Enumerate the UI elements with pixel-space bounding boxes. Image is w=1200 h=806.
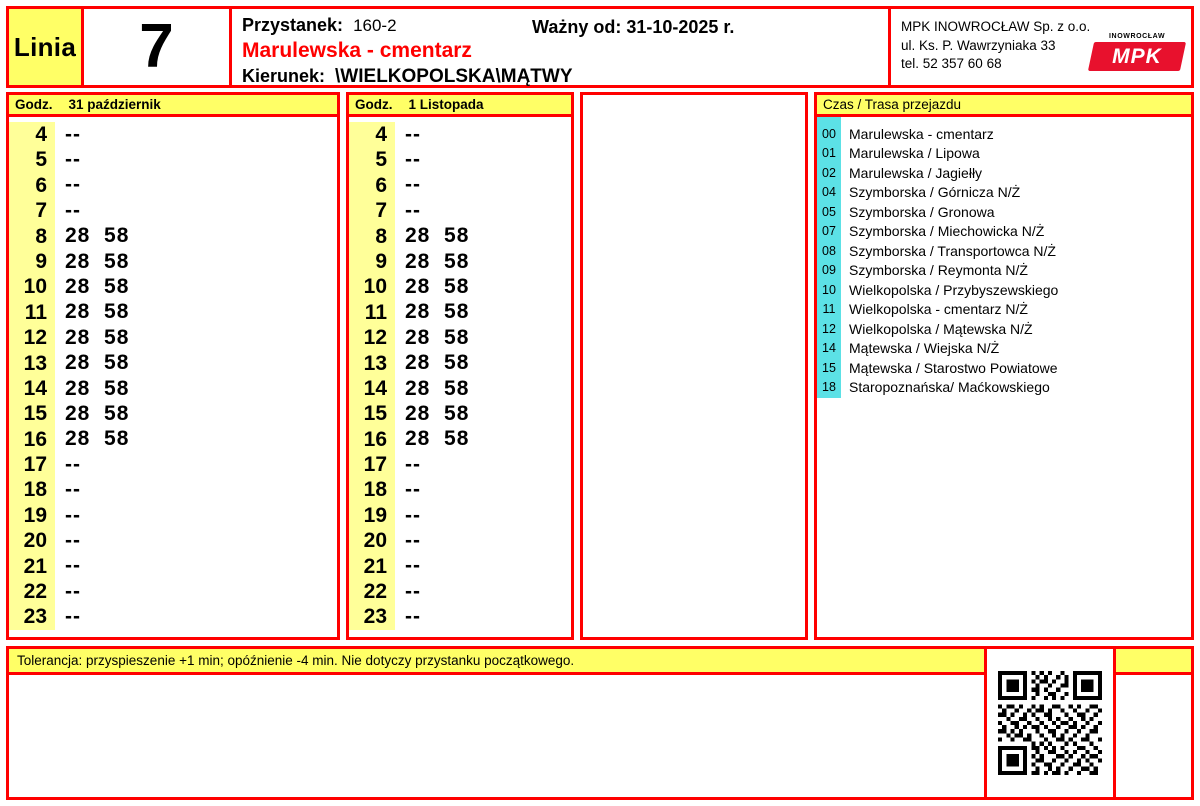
list-item	[817, 183, 1191, 203]
line-label: Linia	[13, 31, 77, 62]
hour-cell: 21	[9, 554, 55, 579]
table-row	[9, 579, 337, 604]
list-item	[817, 300, 1191, 320]
column-1-hour-label: Godz.	[15, 97, 53, 112]
stop-time: 04	[822, 185, 836, 200]
operator-cell	[891, 9, 1191, 85]
minutes-cell: 28 58	[405, 325, 470, 349]
minutes-cell: 28 58	[65, 427, 130, 451]
stop-time: 05	[822, 204, 836, 219]
minutes-cell: --	[405, 452, 421, 476]
hour-cell: 15	[9, 401, 55, 426]
minutes-cell: --	[65, 173, 81, 197]
hour-cell: 7	[349, 198, 395, 223]
logo-top-text: INOWROCŁAW	[1109, 33, 1166, 40]
hour-cell: 13	[9, 351, 55, 376]
table-row	[349, 376, 571, 401]
route-name: Marulewska - cmentarz	[242, 39, 472, 62]
stop-name: Szymborska / Gronowa	[849, 203, 995, 220]
table-row	[9, 351, 337, 376]
stop-time: 10	[822, 282, 836, 297]
stop-name: Szymborska / Reymonta N/Ż	[849, 262, 1028, 279]
table-row	[349, 554, 571, 579]
stop-name: Wielkopolska - cmentarz N/Ż	[849, 301, 1028, 318]
stop-time: 15	[822, 360, 836, 375]
table-row	[349, 579, 571, 604]
table-row	[349, 427, 571, 452]
logo-text: MPK	[1112, 44, 1162, 68]
minutes-cell: --	[405, 503, 421, 527]
stop-name: Mątewska / Starostwo Powiatowe	[849, 359, 1058, 376]
minutes-cell: --	[65, 122, 81, 146]
hour-cell: 5	[9, 147, 55, 172]
stop-name: Wielkopolska / Mątewska N/Ż	[849, 320, 1033, 337]
table-row	[9, 427, 337, 452]
route-stop-list	[817, 117, 1191, 397]
hour-cell: 14	[9, 376, 55, 401]
valid-from: Ważny od: 31-10-2025 r.	[532, 17, 735, 37]
stop-name: Wielkopolska / Przybyszewskiego	[849, 281, 1059, 298]
stop-time: 01	[822, 146, 836, 161]
stop-name: Marulewska - cmentarz	[849, 125, 994, 142]
list-item	[817, 280, 1191, 300]
hour-cell: 19	[9, 503, 55, 528]
list-item	[817, 319, 1191, 339]
table-row	[9, 224, 337, 249]
table-row	[349, 224, 571, 249]
list-item	[817, 261, 1191, 281]
table-row	[9, 452, 337, 477]
stop-value: 160-2	[353, 16, 397, 35]
line-number: 7	[139, 12, 174, 81]
hour-cell: 16	[9, 427, 55, 452]
hour-cell: 17	[349, 452, 395, 477]
minutes-cell: 28 58	[405, 351, 470, 375]
direction-value: \WIELKOPOLSKA\MĄTWY	[335, 66, 573, 87]
timetable-column-1	[6, 92, 340, 640]
tolerance-note: Tolerancja: przyspieszenie +1 min; opóźnienie -4 min. Nie dotyczy przystanku początkowego.	[9, 649, 1191, 675]
minutes-cell: 28 58	[405, 427, 470, 451]
minutes-cell: --	[65, 148, 81, 172]
hour-cell: 11	[349, 300, 395, 325]
minutes-cell: 28 58	[65, 224, 130, 248]
table-row	[349, 401, 571, 426]
hour-cell: 15	[349, 401, 395, 426]
table-row	[9, 147, 337, 172]
line-label-cell	[9, 9, 84, 85]
route-column	[814, 92, 1194, 640]
list-item	[817, 378, 1191, 398]
minutes-cell: 28 58	[65, 300, 130, 324]
list-item	[817, 163, 1191, 183]
stop-time: 18	[822, 380, 836, 395]
minutes-cell: --	[65, 452, 81, 476]
stop-name: Marulewska / Lipowa	[849, 145, 980, 162]
list-item	[817, 124, 1191, 144]
table-row	[9, 173, 337, 198]
stop-info-cell	[232, 9, 891, 85]
hour-cell: 20	[349, 528, 395, 553]
column-1-header	[9, 95, 337, 117]
hour-cell: 7	[9, 198, 55, 223]
table-row	[349, 325, 571, 350]
timetable-column-2	[346, 92, 574, 640]
table-row	[349, 452, 571, 477]
hour-cell: 4	[9, 122, 55, 147]
stop-label: Przystanek:	[242, 15, 344, 35]
stop-time: 14	[822, 341, 836, 356]
minutes-cell: --	[65, 503, 81, 527]
table-row	[349, 528, 571, 553]
hour-cell: 23	[9, 604, 55, 629]
minutes-cell: 28 58	[65, 351, 130, 375]
stop-name: Staropoznańska/ Maćkowskiego	[849, 379, 1050, 396]
column-1-rows	[9, 117, 337, 630]
hour-cell: 20	[9, 528, 55, 553]
minutes-cell: 28 58	[405, 224, 470, 248]
timetable-column-3-empty	[580, 92, 808, 640]
hour-cell: 6	[9, 173, 55, 198]
table-row	[9, 122, 337, 147]
stop-time: 07	[822, 224, 836, 239]
column-2-hour-label: Godz.	[355, 97, 393, 112]
stop-name: Mątewska / Wiejska N/Ż	[849, 340, 1000, 357]
table-row	[349, 173, 571, 198]
column-2-day-label: 1 Listopada	[408, 97, 484, 112]
minutes-cell: 28 58	[405, 401, 470, 425]
minutes-cell: --	[65, 528, 81, 552]
hour-cell: 22	[349, 579, 395, 604]
table-row	[9, 249, 337, 274]
list-item	[817, 222, 1191, 242]
stop-time: 08	[822, 243, 836, 258]
minutes-cell: --	[65, 478, 81, 502]
table-row	[9, 376, 337, 401]
minutes-cell: --	[405, 478, 421, 502]
minutes-cell: 28 58	[65, 275, 130, 299]
hour-cell: 17	[9, 452, 55, 477]
stop-name: Szymborska / Górnicza N/Ż	[849, 184, 1021, 201]
route-column-title: Czas / Trasa przejazdu	[823, 97, 962, 112]
minutes-cell: 28 58	[65, 376, 130, 400]
table-row	[9, 274, 337, 299]
minutes-cell: --	[405, 605, 421, 629]
stop-name: Marulewska / Jagiełły	[849, 164, 983, 181]
line-number-cell	[84, 9, 232, 85]
table-row	[9, 554, 337, 579]
list-item	[817, 358, 1191, 378]
minutes-cell: --	[405, 173, 421, 197]
stop-time: 12	[822, 321, 836, 336]
hour-cell: 21	[349, 554, 395, 579]
stop-name: Szymborska / Miechowicka N/Ż	[849, 223, 1045, 240]
table-row	[9, 528, 337, 553]
table-row	[349, 249, 571, 274]
table-row	[349, 300, 571, 325]
hour-cell: 5	[349, 147, 395, 172]
hour-cell: 14	[349, 376, 395, 401]
hour-cell: 22	[9, 579, 55, 604]
minutes-cell: --	[405, 579, 421, 603]
minutes-cell: 28 58	[65, 249, 130, 273]
minutes-cell: --	[65, 554, 81, 578]
table-row	[9, 477, 337, 502]
minutes-cell: 28 58	[405, 376, 470, 400]
hour-cell: 10	[349, 274, 395, 299]
column-2-header	[349, 95, 571, 117]
minutes-cell: 28 58	[65, 401, 130, 425]
table-row	[9, 604, 337, 629]
qr-code-icon[interactable]	[998, 671, 1102, 775]
minutes-cell: --	[405, 554, 421, 578]
table-row	[349, 147, 571, 172]
hour-cell: 8	[9, 224, 55, 249]
mpk-logo-icon	[1091, 33, 1183, 73]
column-1-day-label: 31 październik	[68, 97, 161, 112]
hour-cell: 6	[349, 173, 395, 198]
list-item	[817, 144, 1191, 164]
minutes-cell: --	[405, 528, 421, 552]
qr-code-box[interactable]	[984, 646, 1116, 800]
minutes-cell: --	[405, 122, 421, 146]
direction-row	[242, 66, 888, 88]
table-row	[9, 198, 337, 223]
table-row	[349, 122, 571, 147]
hour-cell: 19	[349, 503, 395, 528]
direction-label: Kierunek:	[242, 66, 326, 86]
stop-time: 09	[822, 263, 836, 278]
table-row	[349, 477, 571, 502]
table-row	[9, 300, 337, 325]
table-row	[9, 503, 337, 528]
list-item	[817, 241, 1191, 261]
table-row	[349, 503, 571, 528]
hour-cell: 12	[349, 325, 395, 350]
table-row	[349, 351, 571, 376]
stop-name: Szymborska / Transportowca N/Ż	[849, 242, 1056, 259]
minutes-cell: 28 58	[65, 325, 130, 349]
hour-cell: 18	[9, 477, 55, 502]
table-row	[9, 325, 337, 350]
minutes-cell: 28 58	[405, 275, 470, 299]
table-row	[349, 604, 571, 629]
minutes-cell: --	[65, 579, 81, 603]
hour-cell: 10	[9, 274, 55, 299]
hour-cell: 23	[349, 604, 395, 629]
hour-cell: 11	[9, 300, 55, 325]
table-row	[9, 401, 337, 426]
route-column-header	[817, 95, 1191, 117]
table-row	[349, 274, 571, 299]
operator-line-3: tel. 52 357 60 68	[901, 56, 1002, 72]
stop-time: 02	[822, 165, 836, 180]
hour-cell: 9	[9, 249, 55, 274]
list-item	[817, 339, 1191, 359]
hour-cell: 16	[349, 427, 395, 452]
hour-cell: 9	[349, 249, 395, 274]
poster-header	[6, 6, 1194, 88]
table-row	[349, 198, 571, 223]
hour-cell: 8	[349, 224, 395, 249]
minutes-cell: --	[405, 148, 421, 172]
hour-cell: 12	[9, 325, 55, 350]
column-2-rows	[349, 117, 571, 630]
list-item	[817, 202, 1191, 222]
minutes-cell: 28 58	[405, 249, 470, 273]
hour-cell: 18	[349, 477, 395, 502]
hour-cell: 13	[349, 351, 395, 376]
minutes-cell: --	[65, 605, 81, 629]
stop-time: 11	[822, 302, 836, 317]
minutes-cell: --	[65, 198, 81, 222]
operator-line-2: ul. Ks. P. Wawrzyniaka 33	[901, 37, 1056, 53]
hour-cell: 4	[349, 122, 395, 147]
stop-time: 00	[822, 126, 836, 141]
minutes-cell: 28 58	[405, 300, 470, 324]
operator-line-1: MPK INOWROCŁAW Sp. z o.o.	[901, 19, 1091, 34]
minutes-cell: --	[405, 198, 421, 222]
